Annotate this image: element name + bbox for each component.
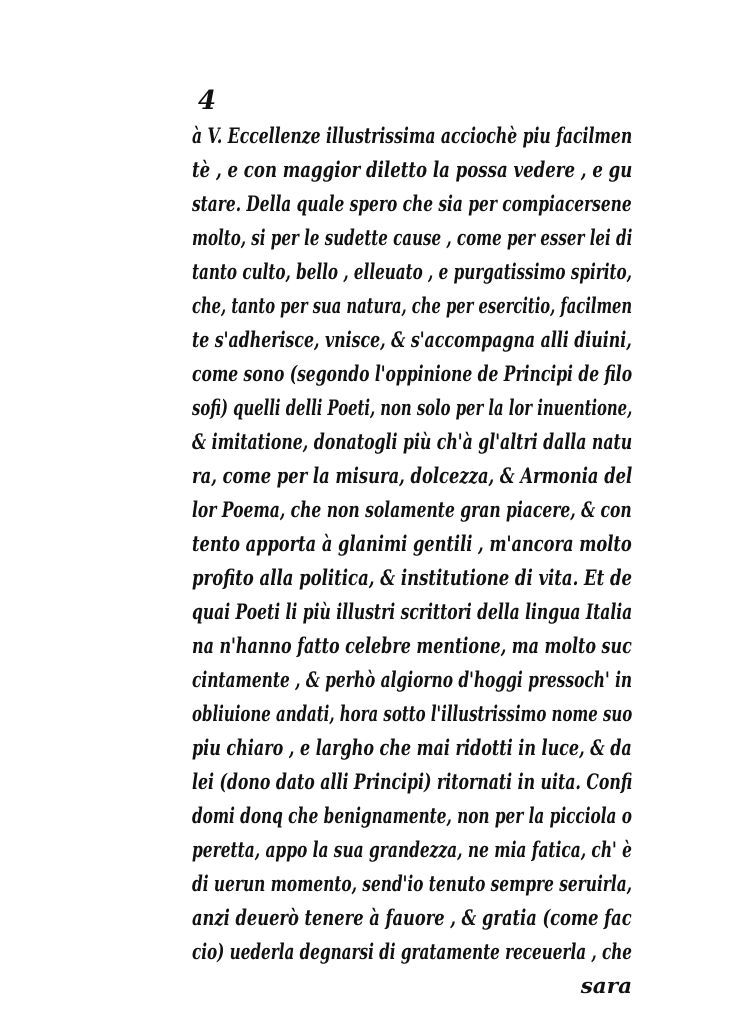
text-line: na n'hanno fatto celebre mentione, ma molto suc xyxy=(192,634,632,659)
text-line: tè , e con maggior diletto la possa vedere , e gu xyxy=(192,158,633,183)
text-line: te s'adherisce, vnisce, & s'accompagna alli diuini, xyxy=(192,328,632,353)
text-line: di uerun momento, send'io tenuto sempre seruirla, xyxy=(192,872,632,897)
text-line: obliuione andati, hora sotto l'illustrissimo nome suo xyxy=(192,702,633,727)
text-line: tento apporta à glanimi gentili , m'ancora molto xyxy=(192,532,632,557)
text-line: cio) uederla degnarsi di gratamente receuerla , che xyxy=(192,940,632,965)
text-line: sofi) quelli delli Poeti, non solo per la lor inuentione, xyxy=(192,396,633,421)
page-number: 4 xyxy=(198,86,217,116)
text-line: quai Poeti li più illustri scrittori della lingua Italia xyxy=(192,600,633,625)
text-line: stare. Della quale spero che sia per compiacersene xyxy=(192,192,632,217)
text-line: domi donq che benignamente, non per la picciola o xyxy=(192,804,632,829)
text-line: lei (dono dato alli Principi) ritornati in uita. Confi xyxy=(192,770,633,795)
text-line: profito alla politica, & institutione di vita. Et de xyxy=(192,566,632,591)
text-line: anzi deuerò tenere à fauore , & gratia (come fac xyxy=(192,906,632,931)
text-line: peretta, appo la sua grandezza, ne mia fatica, ch' è xyxy=(192,838,632,863)
text-line: cintamente , & perhò algiorno d'hoggi pressoch' in xyxy=(192,668,633,693)
text-line: come sono (segondo l'oppinione de Principi de filo xyxy=(192,362,633,387)
text-line: che, tanto per sua natura, che per esercitio, facilmen xyxy=(192,294,633,319)
text-line: & imitatione, donatogli più ch'à gl'altri dalla natu xyxy=(192,430,633,455)
text-line: lor Poema, che non solamente gran piacere, & con xyxy=(192,498,632,523)
text-line: molto, si per le sudette cause , come per esser lei di xyxy=(192,226,633,251)
text-line: tanto culto, bello , elleuato , e purgatissimo spirito, xyxy=(192,260,632,285)
body-text xyxy=(192,120,632,1004)
catchword: sara xyxy=(580,974,632,999)
text-line: à V. Eccellenze illustrissima acciochè piu facilmen xyxy=(192,124,633,149)
text-line: piu chiaro , e largho che mai ridotti in luce, & da xyxy=(192,736,632,761)
text-line: ra, come per la misura, dolcezza, & Armonia del xyxy=(192,464,633,489)
